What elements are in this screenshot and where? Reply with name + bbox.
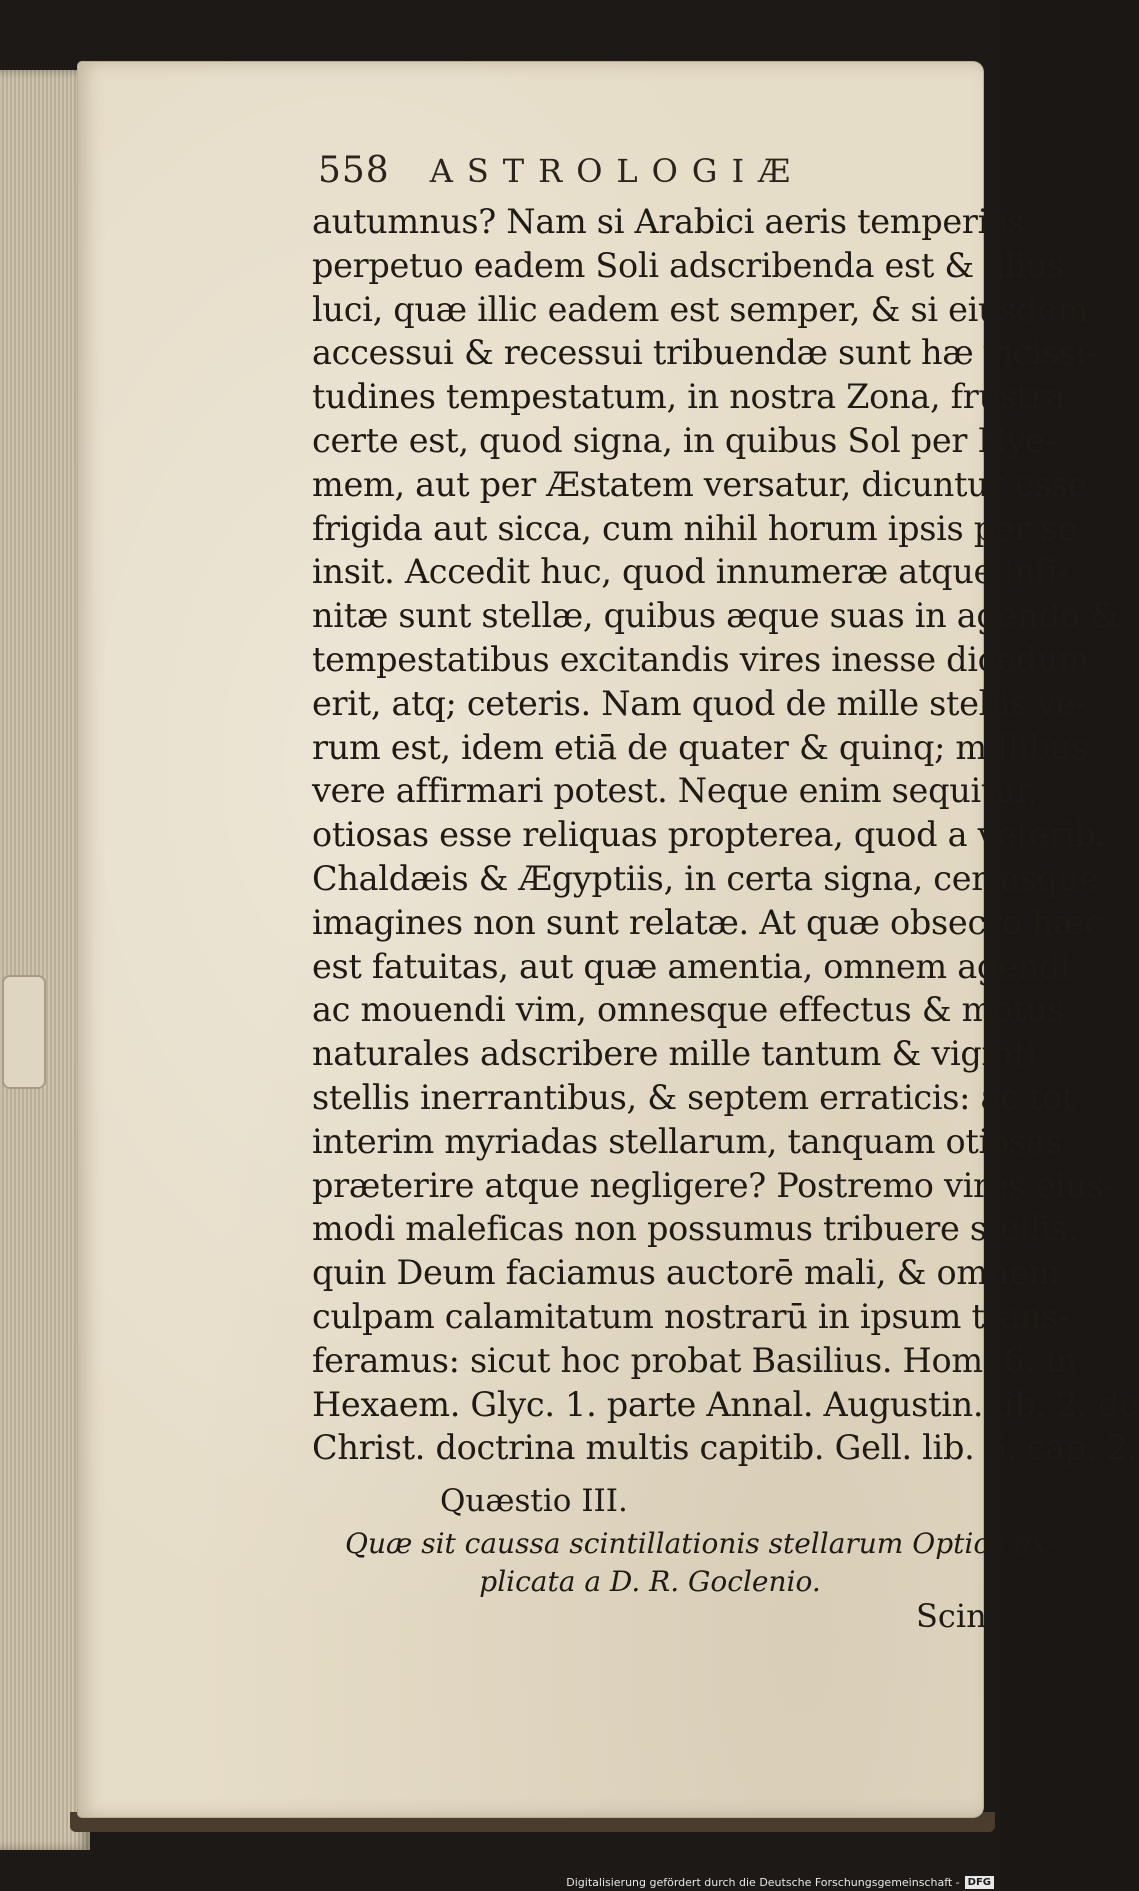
- book-page-edges: [0, 70, 90, 1850]
- text-line: rum est, idem etiā de quater & quinq; millibus: [312, 727, 1088, 767]
- text-line: tudines tempestatum, in nostra Zona, frustra: [312, 377, 1066, 417]
- text-line: otiosas esse reliquas propterea, quod a veterib.: [312, 815, 1107, 855]
- book-clasp: [2, 975, 46, 1089]
- section-heading: Quæstio III.: [440, 1483, 628, 1519]
- text-line: erit, atq; ceteris. Nam quod de mille stellis ve-: [312, 683, 1087, 723]
- text-line: Christ. doctrina multis capitib. Gell. lib. 6. cap. 2.: [312, 1428, 1138, 1468]
- dfg-logo: DFG: [965, 1876, 994, 1889]
- text-line: naturales adscribere mille tantum & viginti: [312, 1034, 1037, 1074]
- text-line: certe est, quod signa, in quibus Sol per Hye-: [312, 420, 1056, 460]
- text-line: modi maleficas non possumus tribuere stellis,: [312, 1209, 1078, 1249]
- text-line: ac mouendi vim, omnesque effectus & motus: [312, 990, 1065, 1030]
- subtitle-line: plicata a D. R. Goclenio.: [479, 1565, 821, 1598]
- text-line: Hexaem. Glyc. 1. parte Annal. Augustin. lib. 2. de: [312, 1384, 1139, 1424]
- text-line: autumnus? Nam si Arabici aeris temperies: [312, 202, 1025, 241]
- credit-text: Digitalisierung gefördert durch die Deutsche Forschungsgemeinschaft -: [566, 1876, 960, 1889]
- text-line: luci, quæ illic eadem est semper, & si eiusdem: [312, 289, 1089, 329]
- text-line: accessui & recessui tribuendæ sunt hæ vicissi-: [312, 333, 1097, 373]
- running-title: ASTROLOGIÆ: [429, 152, 805, 190]
- text-line: quin Deum faciamus auctorē mali, & omnem: [312, 1253, 1061, 1293]
- text-line: Chaldæis & Ægyptiis, in certa signa, certasque: [312, 858, 1099, 898]
- text-line: vere affirmari potest. Neque enim sequitur,: [312, 771, 1038, 811]
- text-line: feramus: sicut hoc probat Basilius. Hom. 6. in: [312, 1340, 1077, 1380]
- section-subtitle: [345, 1525, 1056, 1601]
- text-line: frigida aut sicca, cum nihil horum ipsis per se: [312, 508, 1077, 548]
- page-number: 558: [318, 150, 390, 191]
- text-line: insit. Accedit huc, quod innumeræ atque infi-: [312, 552, 1069, 592]
- page-header: [318, 150, 878, 194]
- text-line: perpetuo eadem Soli adscribenda est & illius: [312, 245, 1065, 285]
- text-line: stellis inerrantibus, & septem erraticis: ac tot: [312, 1077, 1076, 1117]
- text-line: præterire atque negligere? Postremo vires eius-: [312, 1165, 1115, 1205]
- catchword: Scin-: [916, 1597, 998, 1635]
- text-line: imagines non sunt relatæ. At quæ obsecro hæc: [312, 902, 1103, 942]
- text-line: est fatuitas, aut quæ amentia, omnem agendi: [312, 946, 1071, 986]
- text-line: nitæ sunt stellæ, quibus æque suas in agendo &: [312, 596, 1120, 636]
- body-text: [312, 200, 1139, 1470]
- digitization-credit: [566, 1876, 994, 1889]
- subtitle-line: Quæ sit caussa scintillationis stellarum Optice ex-: [345, 1527, 1056, 1560]
- text-line: mem, aut per Æstatem versatur, dicuntur esse: [312, 464, 1088, 504]
- text-line: interim myriadas stellarum, tanquam otiosas: [312, 1121, 1063, 1161]
- text-line: culpam calamitatum nostrarū in ipsum trans-: [312, 1296, 1070, 1336]
- text-line: tempestatibus excitandis vires inesse dicédum: [312, 639, 1090, 679]
